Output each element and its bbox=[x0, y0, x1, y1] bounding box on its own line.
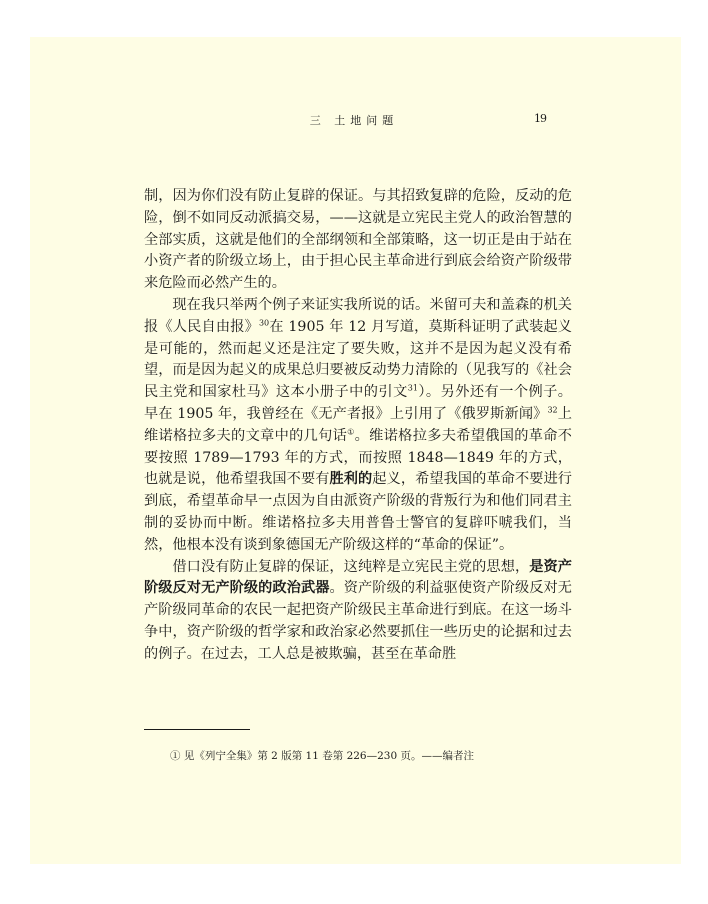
paragraph-1: 制，因为你们没有防止复辟的保证。与其招致复辟的危险，反动的危险，倒不如同反动派搞交易，——这就是立宪民主党人的政治智慧的全部实质，这就是他们的全部纲领和全部策略，这一切正是由于站在小资产者的阶级立场上，由于担心民主革命进行到底会给资产阶级带来危险而必然产生的。 bbox=[144, 188, 572, 292]
paragraph-2-text-6: 起义，希望我国的革命不要进行到底，希望革命早一点因为自由派资产阶级的背叛行为和他们同君主制的妥协而中断。维诺格拉多夫用普鲁士警官的复辟吓唬我们，当然，他根本没有谈到象德国无产阶级这样的“革命的保证”。 bbox=[144, 471, 572, 553]
paragraph-2-text-2: 在 1905 年 12 月写道，莫斯科证明了武装起义是可能的，然而起义还是注定了要失败，这并不是因为起义没有希望，而是因为起义的成果总归要被反动势力清除的（见我写的《社会民主党和国家杜马》这本小册子中的引文 bbox=[144, 318, 572, 401]
paragraph-3-text-1: 借口没有防止复辟的保证，这纯粹是立宪民主党的思想， bbox=[172, 558, 530, 575]
page-number: 19 bbox=[534, 112, 546, 125]
footnote: ① 见《列宁全集》第 2 版第 11 卷第 226—230 页。——编者注 bbox=[170, 750, 474, 762]
footnote-marker: ① bbox=[347, 427, 355, 437]
endnote-marker-32: 32 bbox=[547, 405, 558, 415]
footnote-divider bbox=[144, 729, 250, 730]
body-text bbox=[144, 186, 572, 666]
paragraph-2-text-1: 现在我只举两个例子来证实我所说的话。米留可夫和盖森的机关报《人民自由报》 bbox=[144, 296, 572, 335]
paragraph-2-text-4: 上维诺格拉多夫的文章中的几句话 bbox=[144, 405, 572, 444]
running-head bbox=[0, 112, 708, 130]
paragraph-3 bbox=[144, 557, 572, 666]
endnote-marker-31: 31 bbox=[407, 383, 418, 393]
paragraph-2-text-5: 。维诺格拉多夫希望俄国的革命不要按照 1789—1793 年的方式，而按照 1848—1849 年的方式，也就是说，他希望我国不要有 bbox=[144, 427, 572, 488]
emphasis-text: 是资产阶级反对无产阶级的政治武器 bbox=[144, 558, 572, 597]
paragraph-2 bbox=[144, 295, 572, 557]
endnote-marker-30: 30 bbox=[258, 318, 270, 328]
paragraph-3-text-2: 。资产阶级的利益驱使资产阶级反对无产阶级同革命的农民一起把资产阶级民主革命进行到底。在这一场斗争中，资产阶级的哲学家和政治家必然要抓住一些历史的论据和过去的例子。在过去，工人总是被欺骗，甚至在革命胜 bbox=[144, 580, 572, 662]
running-title: 三 土地问题 bbox=[309, 114, 399, 127]
paragraph-2-text-3: ）。另外还有一个例子。早在 1905 年，我曾经在《无产者报》上引用了《俄罗斯新闻》 bbox=[144, 384, 572, 422]
emphasis-text: 胜利的 bbox=[329, 471, 373, 488]
